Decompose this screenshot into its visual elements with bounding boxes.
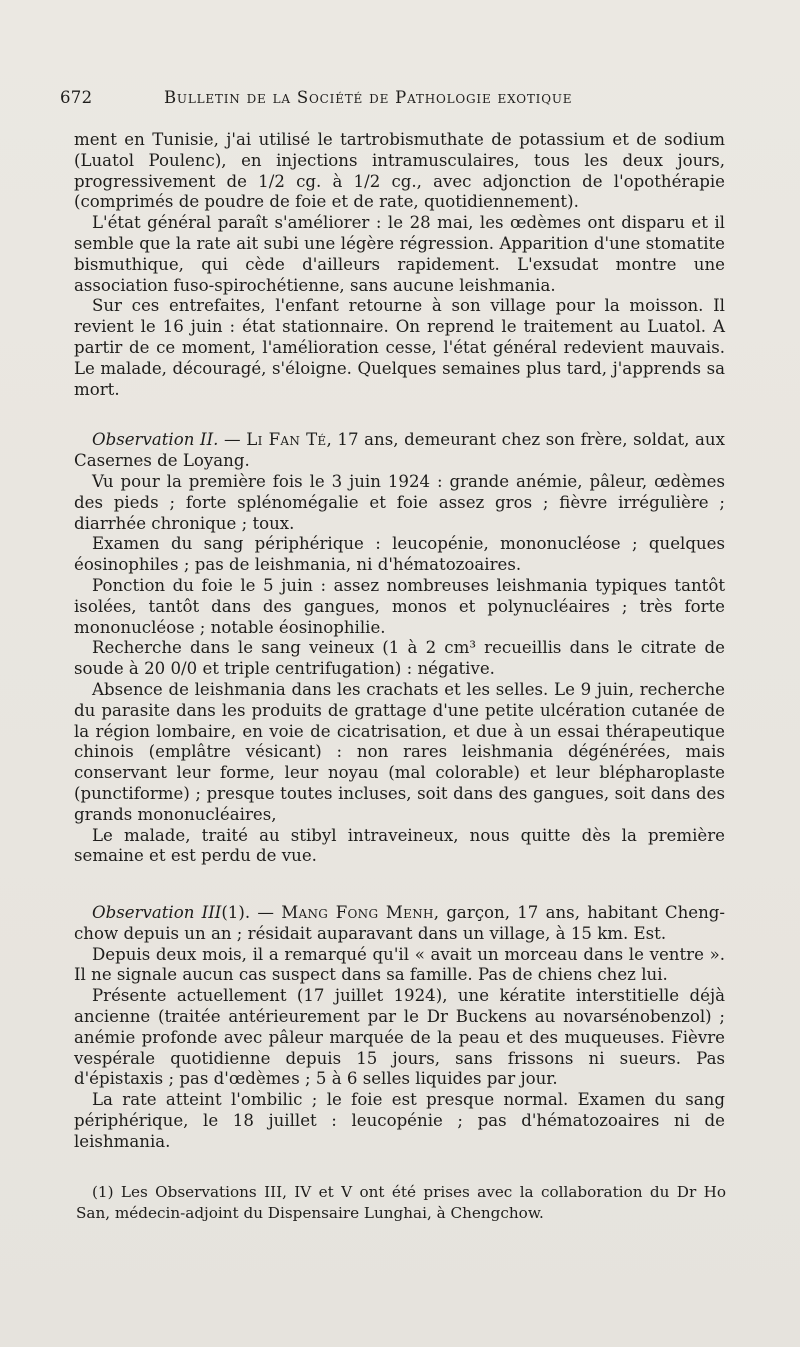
paragraph: Sur ces entrefaites, l'enfant retourne à son village pour la moisson. Il revient le 16 juin : état stationnaire. On reprend le traitement au Luatol. A partir de ce moment, l'amélioration cesse, l'état général redevient mauvais. Le malade, découragé, s'éloigne. Quelques semaines plus tard, j'apprends sa mort. — [74, 296, 725, 399]
running-header — [60, 88, 712, 118]
footnote — [76, 1182, 726, 1224]
section-spacer — [74, 400, 725, 430]
section-spacer — [74, 867, 725, 903]
observation-label: Observation III — [92, 903, 222, 923]
patient-name: Li Fan Té — [246, 430, 327, 450]
observation-2-heading — [74, 430, 725, 472]
paragraph: Examen du sang périphérique : leucopénie, mononucléose ; quelques éosinophiles ; pas de leishmania, ni d'hématozoaires. — [74, 534, 725, 575]
observation-3-heading — [74, 903, 725, 945]
paragraph: Vu pour la première fois le 3 juin 1924 : grande anémie, pâleur, œdèmes des pieds ; forte splénomégalie et foie assez gros ; fièvre irrégulière ; diarrhée chronique ; toux. — [74, 471, 725, 533]
paragraph: Présente actuellement (17 juillet 1924), une kératite interstitielle déjà ancienne (traitée antérieurement par le Dr Buckens au novarsénobenzol) ; anémie profonde avec pâleur marquée de la peau et des muqueuses. Fièvre vespérale quotidienne depuis 15 jours, sans frissons ni sueurs. Pas d'épistaxis ; pas d'œdèmes ; 5 à 6 selles liquides par jour. — [74, 986, 725, 1089]
paragraph: L'état général paraît s'améliorer : le 28 mai, les œdèmes ont disparu et il semble que la rate ait subi une légère régression. Apparition d'une stomatite bismuthique, qui cède d'ailleurs rapidement. L'exsudat montre une association fuso-spirochétienne, sans aucune leishmania. — [74, 213, 725, 295]
patient-name: Mang Fong Menh — [281, 903, 434, 923]
paragraph: La rate atteint l'ombilic ; le foie est presque normal. Examen du sang périphérique, le 18 juillet : leucopénie ; pas d'hématozoaires ni de leishmania. — [74, 1090, 725, 1151]
paragraph: Le malade, traité au stibyl intraveineux, nous quitte dès la première semaine et est perdu de vue. — [74, 825, 725, 866]
main-text — [74, 130, 725, 1153]
paragraph: Ponction du foie le 5 juin : assez nombreuses leishmania typiques tantôt isolées, tantôt dans des gangues, monos et polynucléaires ; très forte mononucléose ; notable éosinophilie. — [74, 575, 725, 637]
paragraph: Recherche dans le sang veineux (1 à 2 cm³ recueillis dans le citrate de soude à 20 0/0 et triple centrifugation) : négative. — [74, 638, 725, 679]
dash: — — [218, 430, 247, 450]
observation-intro: , garçon, 17 ans, habitant Cheng-chow depuis un an ; résidait auparavant dans un village, à 15 km. Est. — [74, 903, 726, 943]
page-number: 672 — [60, 88, 93, 107]
observation-intro: , 17 ans, demeurant chez son frère, soldat, aux Casernes de Loyang. — [74, 430, 725, 471]
dash: . — — [244, 903, 282, 923]
paragraph: Absence de leishmania dans les crachats et les selles. Le 9 juin, recherche du parasite dans les produits de grattage d'une petite ulcération cutanée de la région lombaire, en voie de cicatrisation, et due à un essai thérapeutique chinois (emplâtre vésicant) : non rares leishmania dégénérées, mais conservant leur forme, leur noyau (mal colorable) et leur blépharoplaste (punctiforme) ; presque toutes incluses, soit dans des gangues, soit dans des grands mononucléaires, — [74, 679, 725, 824]
journal-title: Bulletin de la Société de Pathologie exotique — [164, 88, 573, 107]
observation-label: Observation II. — [92, 430, 219, 450]
paragraph: ment en Tunisie, j'ai utilisé le tartrobismuthate de potassium et de sodium (Luatol Poulenc), en injections intramusculaires, tous les deux jours, progressivement de 1/2 cg. à 1/2 cg., avec adjonction de l'opothérapie (comprimés de poudre de foie et de rate, quotidiennement). — [74, 130, 725, 212]
footnote-text: (1) Les Observations III, IV et V ont été prises avec la collaboration du Dr Ho San, médecin-adjoint du Dispensaire Lunghai, à Chengchow. — [76, 1183, 726, 1222]
footnote-ref: (1) — [221, 903, 245, 923]
paragraph: Depuis deux mois, il a remarqué qu'il « avait un morceau dans le ventre ». Il ne signale aucun cas suspect dans sa famille. Pas de chiens chez lui. — [74, 944, 725, 985]
